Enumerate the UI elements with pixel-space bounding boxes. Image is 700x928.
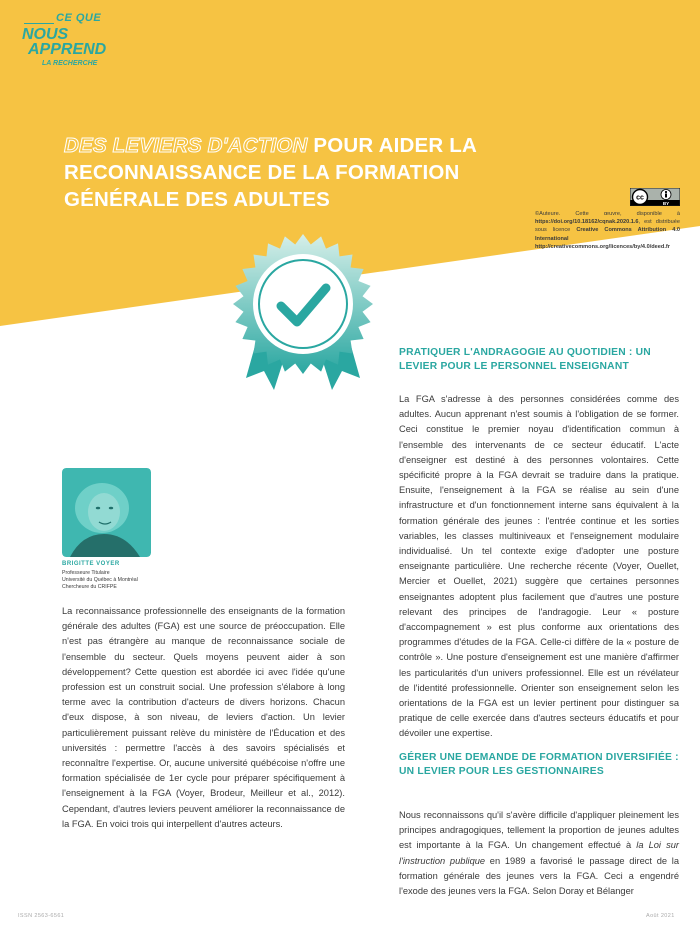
author-affiliation [62, 570, 182, 591]
svg-text:cc: cc [636, 194, 644, 202]
author-role-line-1: Professeure Titulaire [62, 570, 110, 576]
license-url-link[interactable]: http://creativecommons.org/licences/by/4.0/deed.fr [535, 243, 670, 250]
license-notice [535, 210, 680, 251]
intro-paragraph: La reconnaissance professionnelle des enseignants de la formation générale des adultes (FGA) est une source de préoccupation. Elle n'est pas étrangère au manque de reconnaissance sociale de l'ensemble du secteur. Quels moyens peuvent aider à son développement? Cette question est abordée ici avec l'idée qu'une profession est un construit social. Une profession s'élabore à long terme avec la contribution d'acteurs de divers horizons. Chacun d'eux dispose, à son niveau, de leviers d'action. Un levier particulièrement puissant relève du ministère de l'Éducation et des universités : permettre l'accès à des savoirs spécialisés et reconnaître l'expertise. Or, aucune université québécoise n'offre une formation spécialisée de 1er cycle pour préparer spécifiquement à l'enseignement à la FGA (Voyer, Brodeur, Meilleur et al., 2012). Cependant, d'autres leviers peuvent améliorer la reconnaissance de la FGA. En voici trois qui interpellent d'autres acteurs. [62, 606, 345, 829]
author-name: BRIGITTE VOYER [62, 561, 120, 567]
logo-line-2: NOUS [22, 26, 69, 43]
author-photo [62, 468, 151, 557]
license-doi-link[interactable]: https://doi.org/10.18162/cqnak.2020.1.6 [535, 219, 639, 226]
logo-rule [24, 23, 54, 24]
author-role-line-3: Chercheure du CRIFPE [62, 584, 117, 590]
section-2-text-a: Nous reconnaissons qu'il s'avère difficile d'appliquer pleinement les principes andragogiques, tellement la proportion de jeunes adultes est importante à la FGA. Un changement effectué à [399, 810, 679, 851]
logo-line-1: CE QUE [56, 12, 102, 24]
section-1-paragraph: La FGA s'adresse à des personnes considérées comme des adultes. Aucun apprenant n'est soumis à l'obligation de se former. Ceci constitue le premier noyau d'identification commun à l'ensemble des intervenants de ce secteur éducatif. L'acte d'enseigner est destiné à des personnes volontaires. Cette spécificité propre à la FGA devrait se traduire dans la pratique. Ensuite, l'enseignement à la FGA se réalise au sein d'une infrastructure et d'un fonctionnement interne sans équivalent à la formation générale des jeunes : l'entrée continue et les sorties variables, les classes multiniveaux et l'enseignement modulaire individualisé. Un tel contexte exige d'adopter une posture enseignante particulière. Une recherche récente (Voyer, Ouellet, Mercier et Ouellet, 2021) suggère que certaines personnes enseignantes adoptent plus facilement que d'autres une posture relevant des principes de l'andragogie. Leur « posture d'accompagnement » est plus conforme aux orientations des programmes d'études de la FGA. Celle-ci diffère de la « posture de contrôle ». Une posture d'enseignement est une manière d'affirmer les particularités d'un univers professionnel. Elle est un révélateur de l'identité professionnelle. Orienter son enseignement selon les orientations de la FGA est un levier pertinent pour distinguer sa pratique de celle exercée dans d'autres secteurs éducatifs et pour dévoiler une expertise. [399, 394, 679, 739]
author-role-line-2: Université du Québec à Montréal [62, 577, 138, 583]
logo-line-4: LA RECHERCHE [42, 60, 98, 67]
title-line-3: GÉNÉRALE DES ADULTES [64, 188, 330, 211]
section-1-heading-block [399, 346, 679, 374]
article-title [64, 132, 534, 213]
logo-line-3: APPREND [28, 41, 107, 58]
section-2-text-b: en 1989 a favorisé le passage direct de la formation générale des jeunes vers la FGA. Ceci a engendré l'exode des jeunes vers la FGA. Selon Doray et Bélanger [399, 855, 679, 897]
section-2-heading-block [399, 751, 679, 779]
footer-issn: ISSN 2563-6561 [18, 913, 65, 919]
section-1-body [399, 392, 679, 742]
license-middle: , est distribuée sous licence [535, 219, 680, 234]
license-name: Creative Commons Attribution 4.0 International [535, 227, 680, 242]
cc-by-label: BY [662, 200, 670, 206]
license-prefix: ©Auteure. Cette œuvre, disponible à [535, 211, 680, 217]
cc-by-license-icon[interactable] [630, 188, 680, 206]
title-line-2: RECONNAISSANCE DE LA FORMATION [64, 161, 460, 184]
title-line-1-rest: POUR AIDER LA [307, 134, 477, 157]
title-outline-part: DES LEVIERS D'ACTION [64, 134, 308, 157]
intro-column [62, 604, 345, 832]
award-check-icon [232, 228, 374, 396]
section-2-heading: GÉRER UNE DEMANDE DE FORMATION DIVERSIFIÉE : UN LEVIER POUR LES GESTIONNAIRES [399, 752, 679, 777]
section-1-heading: PRATIQUER L'ANDRAGOGIE AU QUOTIDIEN : UN LEVIER POUR LE PERSONNEL ENSEIGNANT [399, 347, 651, 372]
section-2-paragraph [399, 808, 679, 899]
section-2-body [399, 808, 679, 899]
section-2-text-italic: la Loi sur l'instruction publique [399, 840, 679, 866]
footer-date: Août 2021 [646, 913, 675, 919]
